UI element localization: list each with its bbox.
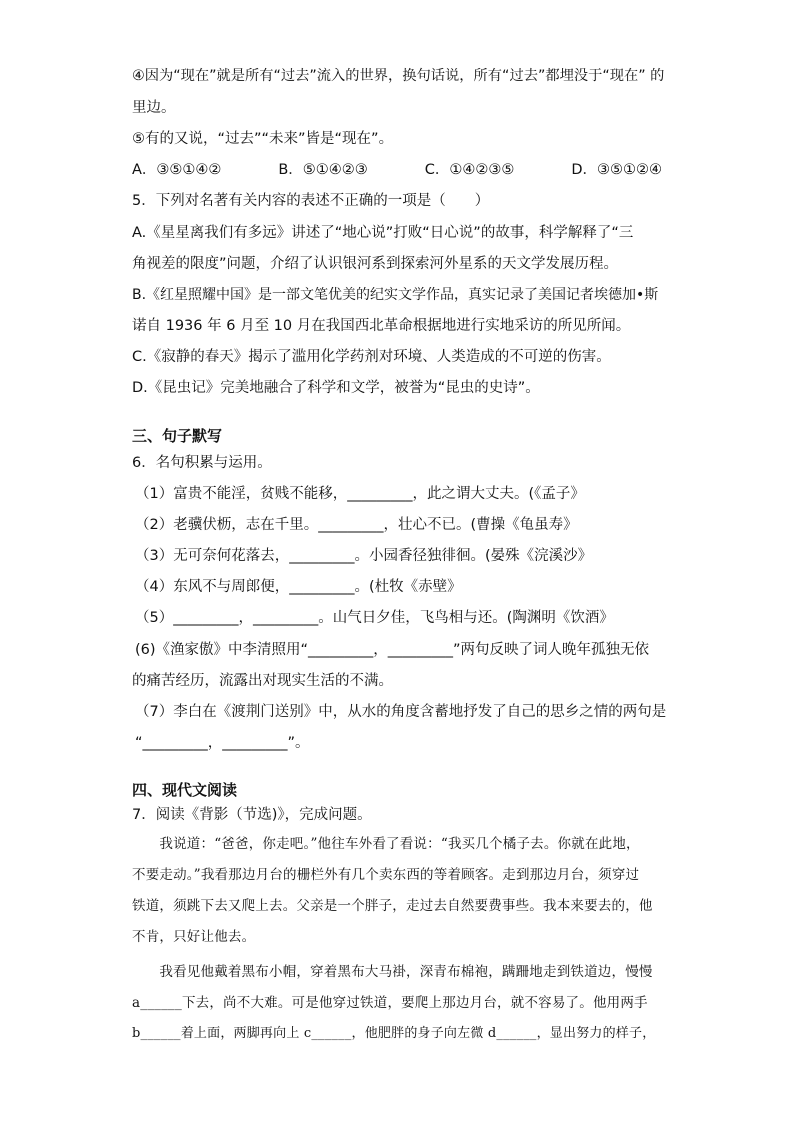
passage-paragraph-2: [132, 962, 660, 1055]
q6-item-3: （3）无可奈何花落去，_________。小园香径独徘徊。(晏殊《浣溪沙》: [135, 548, 593, 564]
q6-item-5: （5）_________，_________。山气日夕佳，飞鸟相与还。(陶渊明《饮酒》: [135, 610, 614, 626]
q6-item-6-line2: 的痛苦经历，流露出对现实生活的不满。: [132, 673, 393, 689]
q4-options: [132, 160, 662, 180]
q5-option-b-line2: 诺自 1936 年 6 月至 10 月在我国西北革命根据地进行实地采访的所见所闻。: [132, 318, 631, 334]
q5-option-b-line1[interactable]: B.《红星照耀中国》是一部文笔优美的纪实文学作品，真实记录了美国记者埃德加•斯: [132, 287, 659, 303]
section3-title: 三、句子默写: [132, 427, 223, 445]
q4-item5: ⑤有的又说，“过去”“未来”皆是“现在”。: [132, 131, 394, 147]
q6-item-7-line2: “_________，_________”。: [135, 735, 310, 751]
passage-line: b______着上面，两脚再向上 c______，他肥胖的身子向左微 d______，显出努力的样子，: [132, 1026, 656, 1041]
q5-option-a-line2: 角视差的限度”问题，介绍了认识银河系到探索河外星系的天文学发展历程。: [132, 256, 619, 272]
q6-item-7-line1: （7）李白在《渡荆门送别》中，从水的角度含蓄地抒发了自己的思乡之情的两句是: [135, 704, 667, 720]
q5-option-d[interactable]: D.《昆虫记》完美地融合了科学和文学，被誉为“昆虫的史诗”。: [132, 380, 540, 396]
passage-line: 不要走动。”我看那边月台的栅栏外有几个卖东西的等着顾客。走到那边月台，须穿过: [132, 867, 640, 883]
q4-option-d[interactable]: D．③⑤①②④: [571, 162, 662, 178]
q7-stem: 7．阅读《背影（节选)》，完成问题。: [132, 807, 372, 823]
q4-option-a[interactable]: A．③⑤①④②: [132, 162, 222, 178]
q6-item-1: （1）富贵不能淫，贫贱不能移，_________，此之谓大丈夫。(《孟子》: [135, 486, 585, 502]
q4-option-b[interactable]: B．⑤①④②③: [278, 162, 368, 178]
q6-stem: 6．名句积累与运用。: [132, 455, 272, 471]
q6-item-2: （2）老骥伏枥，志在千里。_________，壮心不已。(曹操《龟虽寿》: [135, 517, 578, 533]
q5-option-a-line1[interactable]: A.《星星离我们有多远》讲述了“地心说”打败“日心说”的故事，科学解释了“三: [132, 225, 634, 241]
q5-stem: 5．下列对名著有关内容的表述不正确的一项是（ ）: [132, 193, 490, 209]
passage-line: a______下去，尚不大难。可是他穿过铁道，要爬上那边月台，就不容易了。他用两手: [132, 995, 648, 1011]
passage-line: 铁道，须跳下去又爬上去。父亲是一个胖子，走过去自然要费事些。我本来要去的，他: [132, 898, 653, 914]
q4-option-c[interactable]: C．①④②③⑤: [424, 162, 515, 178]
q4-item4-line2: 里边。: [132, 100, 176, 116]
q6-item-6-line1: (6)《渔家傲》中李清照用“_________，_________”两句反映了词人晚年孤独无依: [135, 642, 650, 658]
passage-line: 我看见他戴着黑布小帽，穿着黑布大马褂，深青布棉袍，蹒跚地走到铁道边，慢慢: [132, 964, 653, 980]
q5-option-c[interactable]: C.《寂静的春天》揭示了滥用化学药剂对环境、人类造成的不可逆的伤害。: [132, 349, 611, 365]
passage-line: 我说道：“爸爸，你走吧。”他往车外看了看说：“我买几个橘子去。你就在此地，: [132, 836, 640, 852]
section4-title: 四、现代文阅读: [132, 781, 238, 799]
passage-paragraph-1: [132, 834, 660, 958]
passage-line: 不肯，只好让他去。: [132, 929, 256, 945]
q6-item-4: （4）东风不与周郎便，_________。(杜牧《赤壁》: [135, 579, 462, 595]
q4-item4-line1: ④因为“现在”就是所有“过去”流入的世界，换句话说，所有“过去”都埋没于“现在” 的: [132, 68, 665, 84]
